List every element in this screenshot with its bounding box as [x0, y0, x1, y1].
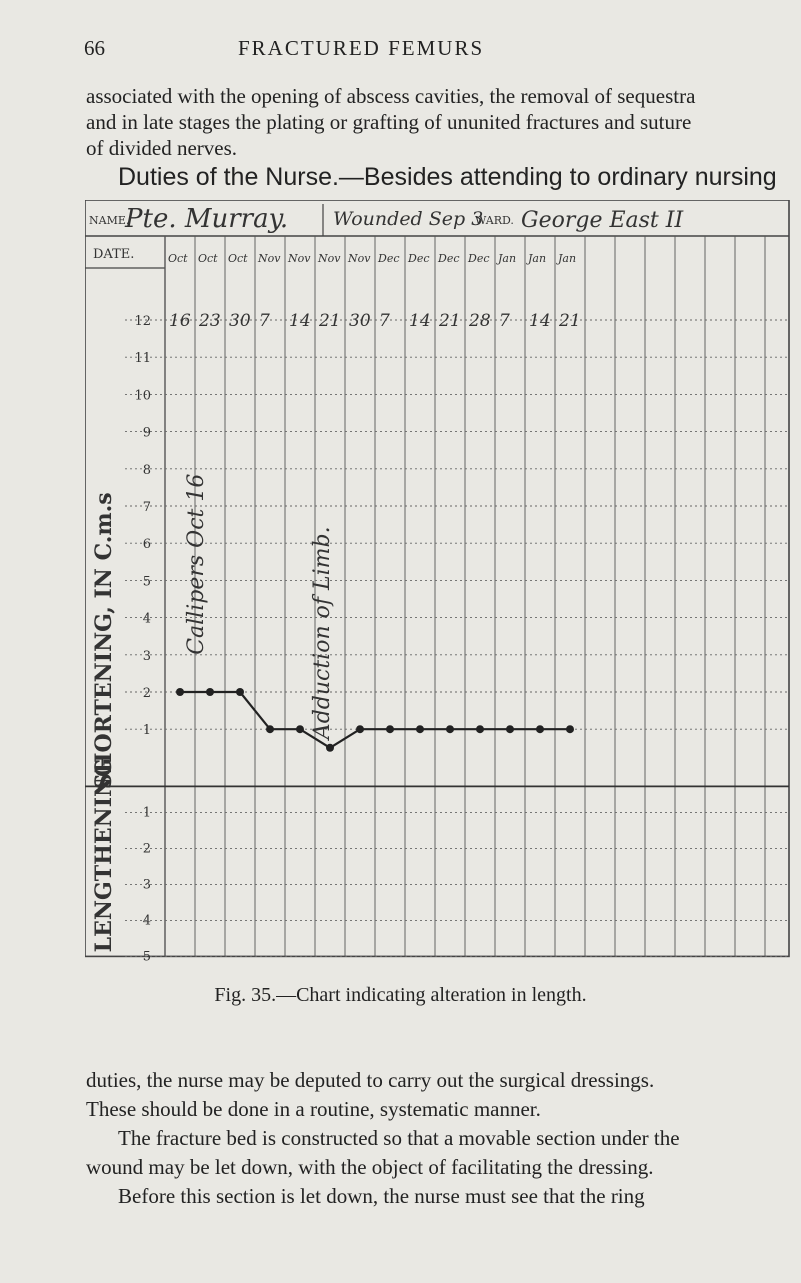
day-label: 7	[379, 311, 390, 331]
bottom-line-3: The fracture bed is constructed so that a movable section under the	[118, 1126, 680, 1150]
lengthening-row-number: 5	[142, 949, 151, 965]
data-point	[506, 725, 514, 733]
month-label: Dec	[468, 252, 490, 265]
data-point	[206, 688, 214, 696]
data-point	[566, 725, 574, 733]
top-line-2: and in late stages the plating or grafting of ununited fractures and suture	[86, 110, 692, 134]
duties-heading: Duties of the Nurse.—Besides attending to ordinary nursing	[118, 163, 777, 191]
page-number: 66	[84, 36, 105, 60]
lengthening-axis-label: LENGTHENING	[91, 758, 117, 953]
day-label: 14	[529, 311, 551, 331]
month-label: Nov	[348, 252, 371, 265]
lengthening-row-number: 3	[142, 877, 151, 893]
data-point	[356, 725, 364, 733]
day-label: 7	[499, 311, 510, 331]
data-point	[266, 725, 274, 733]
month-label: Jan	[558, 252, 577, 265]
shortening-row-number: 5	[142, 574, 151, 590]
shortening-row-number: 8	[142, 462, 151, 478]
month-label: Oct	[198, 252, 218, 265]
data-point	[176, 688, 184, 696]
shortening-row-number: 10	[134, 388, 151, 404]
month-label: Jan	[528, 252, 547, 265]
annotation-callipers: Callipers Oct 16	[184, 473, 209, 655]
month-label: Oct	[168, 252, 188, 265]
day-label: 7	[259, 311, 270, 331]
data-point	[416, 725, 424, 733]
shortening-row-number: 2	[142, 686, 151, 701]
month-label: Dec	[408, 252, 430, 265]
day-label: 21	[559, 311, 581, 331]
top-line-1: associated with the opening of abscess cavities, the removal of sequestra	[86, 84, 696, 108]
shortening-row-number: 12	[134, 314, 151, 329]
bottom-line-1: duties, the nurse may be deputed to carry out the surgical dressings.	[86, 1068, 655, 1092]
name-value: Pte. Murray.	[125, 204, 289, 234]
wound-value: Wounded Sep 3	[333, 208, 484, 230]
shortening-row-number: 4	[142, 611, 151, 627]
annotation-adduction: Adduction of Limb.	[310, 526, 335, 740]
length-chart	[85, 200, 795, 970]
month-label: Dec	[438, 252, 460, 265]
shortening-row-number: 6	[142, 537, 151, 553]
data-point	[386, 725, 394, 733]
day-label: 16	[169, 311, 191, 331]
month-label: Nov	[288, 252, 311, 265]
day-label: 30	[349, 311, 371, 331]
day-label: 30	[229, 311, 251, 331]
month-label: Dec	[378, 252, 400, 265]
day-label: 23	[199, 311, 221, 331]
data-point	[236, 688, 244, 696]
data-point	[446, 725, 454, 733]
shortening-row-number: 7	[142, 500, 151, 515]
ward-value: George East II	[521, 208, 684, 233]
bottom-line-2: These should be done in a routine, systematic manner.	[86, 1097, 541, 1121]
running-title: FRACTURED FEMURS	[238, 36, 485, 60]
data-point	[326, 744, 334, 752]
data-point	[476, 725, 484, 733]
shortening-axis-label: SHORTENING, IN C.m.s	[91, 492, 117, 790]
ward-label: WARD.	[475, 214, 514, 227]
shortening-row-number: 3	[142, 648, 151, 664]
bottom-line-4: wound may be let down, with the object of facilitating the dressing.	[86, 1155, 654, 1179]
date-label: DATE.	[93, 247, 135, 262]
figure-caption: Fig. 35.—Chart indicating alteration in length.	[214, 984, 587, 1006]
day-label: 14	[289, 311, 311, 331]
top-line-3: of divided nerves.	[86, 136, 238, 160]
lengthening-row-number: 1	[142, 805, 151, 821]
data-point	[296, 725, 304, 733]
bottom-line-5: Before this section is let down, the nurse must see that the ring	[118, 1184, 645, 1208]
day-label: 28	[469, 311, 491, 331]
month-label: Jan	[498, 252, 517, 265]
day-label: 14	[409, 311, 431, 331]
name-label: NAME.	[89, 214, 130, 227]
day-label: 21	[439, 311, 461, 331]
data-point	[536, 725, 544, 733]
month-label: Oct	[228, 252, 248, 265]
shortening-row-number: 11	[134, 351, 151, 367]
day-label: 21	[319, 311, 341, 331]
month-label: Nov	[318, 252, 341, 265]
shortening-row-number: 1	[142, 723, 151, 739]
lengthening-row-number: 2	[142, 841, 151, 857]
shortening-row-number: 9	[142, 425, 151, 441]
lengthening-row-number: 4	[142, 913, 151, 929]
month-label: Nov	[258, 252, 281, 265]
